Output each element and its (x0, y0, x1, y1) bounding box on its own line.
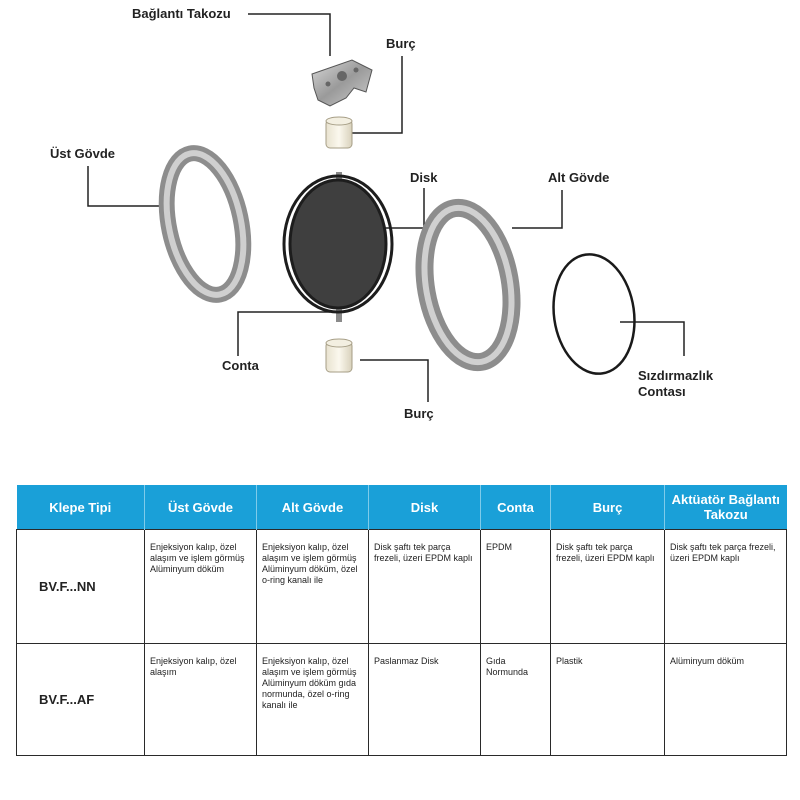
disc-part (284, 172, 392, 322)
table-row (17, 530, 787, 644)
header-burc: Burç (551, 485, 665, 530)
label-alt-govde: Alt Gövde (548, 170, 610, 185)
label-disk: Disk (410, 170, 438, 185)
label-sizdirmazlik-line2: Contası (638, 384, 686, 399)
table-cell: Alüminyum döküm (665, 644, 787, 756)
upper-body-ring-part (155, 146, 255, 302)
bushing-top-part (326, 117, 352, 148)
label-sizdirmazlik-contasi (638, 368, 713, 400)
table-row (17, 644, 787, 756)
seal-oring-part (546, 249, 642, 379)
label-burc-top: Burç (386, 36, 416, 51)
table-cell: EPDM (481, 530, 551, 644)
row-type: BV.F...NN (17, 530, 145, 644)
table-cell: Paslanmaz Disk (369, 644, 481, 756)
label-ust-govde: Üst Gövde (50, 146, 116, 161)
row-type: BV.F...AF (17, 644, 145, 756)
label-conta: Conta (222, 358, 259, 373)
table-cell: Enjeksiyon kalıp, özel alaşım ve işlem görmüş Alüminyum döküm (145, 530, 257, 644)
label-baglanti-takozu: Bağlantı Takozu (132, 6, 231, 21)
lower-body-ring-part (413, 201, 523, 369)
table-cell: Enjeksiyon kalıp, özel alaşım (145, 644, 257, 756)
table-cell: Plastik (551, 644, 665, 756)
table-cell: Disk şaftı tek parça frezeli, üzeri EPDM kaplı (369, 530, 481, 644)
label-burc-bottom: Burç (404, 406, 434, 421)
header-alt-govde: Alt Gövde (257, 485, 369, 530)
table-cell: Enjeksiyon kalıp, özel alaşım ve işlem görmüş Alüminyum döküm gıda normunda, özel o-ring kanalı ile (257, 644, 369, 756)
specification-table (16, 485, 787, 756)
table-cell: Enjeksiyon kalıp, özel alaşım ve işlem görmüş Alüminyum döküm, özel o-ring kanalı ile (257, 530, 369, 644)
header-disk: Disk (369, 485, 481, 530)
table-cell: Disk şaftı tek parça frezeli, üzeri EPDM kaplı (551, 530, 665, 644)
bushing-bottom-part (326, 339, 352, 372)
table-cell: Disk şaftı tek parça frezeli, üzeri EPDM kaplı (665, 530, 787, 644)
header-aktuator-baglanti-takozu: Aktüatör Bağlantı Takozu (665, 485, 787, 530)
table-header-row (17, 485, 787, 530)
actuator-bracket-part (312, 60, 372, 106)
header-conta: Conta (481, 485, 551, 530)
label-sizdirmazlik-line1: Sızdırmazlık (638, 368, 714, 383)
header-klepe-tipi: Klepe Tipi (17, 485, 145, 530)
table-cell: Gıda Normunda (481, 644, 551, 756)
leader-lines (88, 14, 684, 402)
header-ust-govde: Üst Gövde (145, 485, 257, 530)
